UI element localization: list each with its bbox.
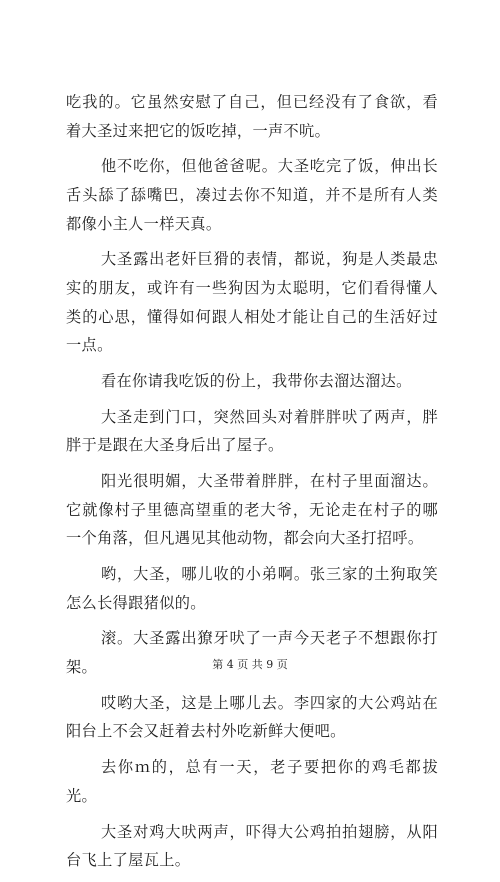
paragraph-4: 看在你请我吃饭的份上，我带你去溜达溜达。 — [100, 371, 412, 390]
paragraph-5: 大圣走到门口，突然回头对着胖胖吠了两声，胖胖于是跟在大圣身后出了屋子。 — [66, 407, 438, 455]
paragraph-1: 吃我的。它虽然安慰了自己，但已经没有了食欲，看着大圣过来把它的饭吃掉，一声不吭。 — [66, 93, 438, 140]
page-footer: 第 4 页 共 9 页 — [212, 658, 288, 671]
document-body — [66, 88, 438, 882]
paragraph-3: 大圣露出老奸巨猾的表情，都说，狗是人类最忠实的朋友，或许有一些狗因为太聪明，它们看得懂人类的心思，懂得如何跟人相处才能让自己的生活好过一点。 — [66, 250, 438, 355]
paragraph-10: 去你ｍ的，总有一天，老子要把你的鸡毛都拔光。 — [66, 758, 438, 805]
paragraph-11: 大圣对鸡大吠两声，吓得大公鸡拍拍翅膀，从阳台飞上了屋瓦上。 — [66, 822, 438, 870]
paragraph-8: 滚。大圣露出獠牙吠了一声今天老子不想跟你打架。 — [66, 629, 438, 676]
paragraph-6: 阳光很明媚，大圣带着胖胖，在村子里面溜达。它就像村子里德高望重的老大爷，无论走在村子的哪一个角落，但凡遇见其他动物，都会向大圣打招呼。 — [66, 472, 438, 548]
paragraph-2: 他不吃你，但他爸爸呢。大圣吃完了饭，伸出长舌头舔了舔嘴巴，凑过去你不知道，并不是所有人类都像小主人一样天真。 — [66, 157, 438, 233]
paragraph-9: 哎哟大圣，这是上哪儿去。李四家的大公鸡站在阳台上不会又赶着去村外吃新鲜大便吧。 — [66, 693, 438, 741]
paragraph-7: 哟，大圣，哪儿收的小弟啊。张三家的土狗取笑怎么长得跟猪似的。 — [66, 565, 438, 612]
